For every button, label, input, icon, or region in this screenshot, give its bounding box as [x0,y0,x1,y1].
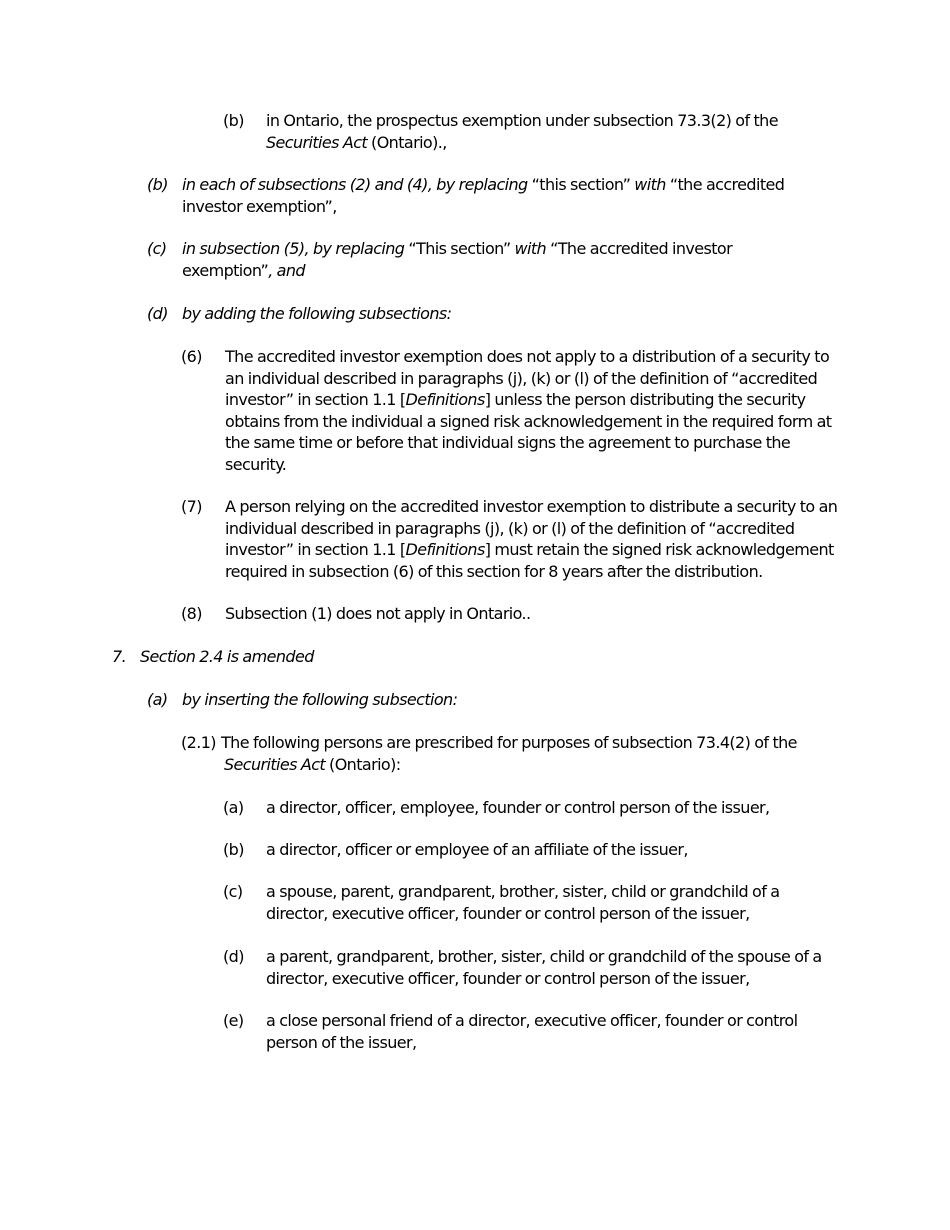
section-number: 7. [112,647,127,666]
list-item-label: (a) [223,798,244,817]
clause-b-ontario [0,110,950,154]
item-label: (c) [147,239,167,258]
item-text: by inserting the following subsection: [182,690,458,709]
list-item-text: a parent, grandparent, brother, sister, child or grandchild of the spouse of a director, executive officer, founder or control person of the issuer, [266,947,822,988]
subsection-text-continued: Securities Act (Ontario): [224,754,401,774]
item-b [0,174,950,218]
list-item-label: (d) [223,947,244,966]
subsection-text: The following persons are prescribed for purposes of subsection 73.4(2) of the [221,733,797,752]
subsection-label: (8) [181,604,202,623]
item-label: (d) [147,304,168,323]
list-item [0,839,950,861]
list-item [0,797,950,819]
subsection-text: A person relying on the accredited investor exemption to distribute a security to an individual described in paragraphs (j), (k) or (l) of the definition of “accredited investor” in section 1.1 [Definitions] must retain the signed risk acknowledgement required in subsection (6) of this section for 8 years after the distribution. [225,497,838,581]
clause-text: in Ontario, the prospectus exemption under subsection 73.3(2) of the Securities Act (Ontario)., [266,111,778,152]
subsection-8 [0,603,950,625]
list-item-label: (e) [223,1011,244,1030]
list-item-label: (b) [223,840,244,859]
subsection-label: (7) [181,497,202,516]
subsection-7 [0,496,950,584]
list-item-text: a director, officer or employee of an affiliate of the issuer, [266,840,688,859]
item-a [0,689,950,711]
subsection-2-1 [0,732,950,776]
subsection-label: (6) [181,347,202,366]
subsection-text: Subsection (1) does not apply in Ontario.. [225,604,531,623]
list-item-label: (c) [223,882,243,901]
list-item-text: a director, officer, employee, founder or control person of the issuer, [266,798,770,817]
subsection-6 [0,346,950,476]
item-label: (b) [147,175,168,194]
clause-label: (b) [223,111,244,130]
list-item [0,1010,950,1054]
item-text: in each of subsections (2) and (4), by replacing “this section” with “the accredited investor exemption”, [182,175,785,216]
item-text: in subsection (5), by replacing “This section” with “The accredited investor exemption”, and [182,239,733,280]
item-label: (a) [147,690,168,709]
act-title: Securities Act [266,132,368,152]
section-7 [0,646,950,668]
subsection-label: (2.1) [181,733,216,752]
item-d [0,303,950,325]
list-item-text: a close personal friend of a director, executive officer, founder or control person of the issuer, [266,1011,798,1052]
section-heading: Section 2.4 is amended [140,647,314,666]
item-c [0,238,950,282]
subsection-text: The accredited investor exemption does not apply to a distribution of a security to an individual described in paragraphs (j), (k) or (l) of the definition of “accredited investor” in section 1.1 [Definitions] unless the person distributing the security obtains from the individual a signed risk acknowledgement in the required form at the same time or before that individual signs the agreement to purchase the security. [225,347,832,474]
item-text: by adding the following subsections: [182,304,452,323]
list-item [0,946,950,990]
list-item-text: a spouse, parent, grandparent, brother, sister, child or grandchild of a director, executive officer, founder or control person of the issuer, [266,882,780,923]
list-item [0,881,950,925]
